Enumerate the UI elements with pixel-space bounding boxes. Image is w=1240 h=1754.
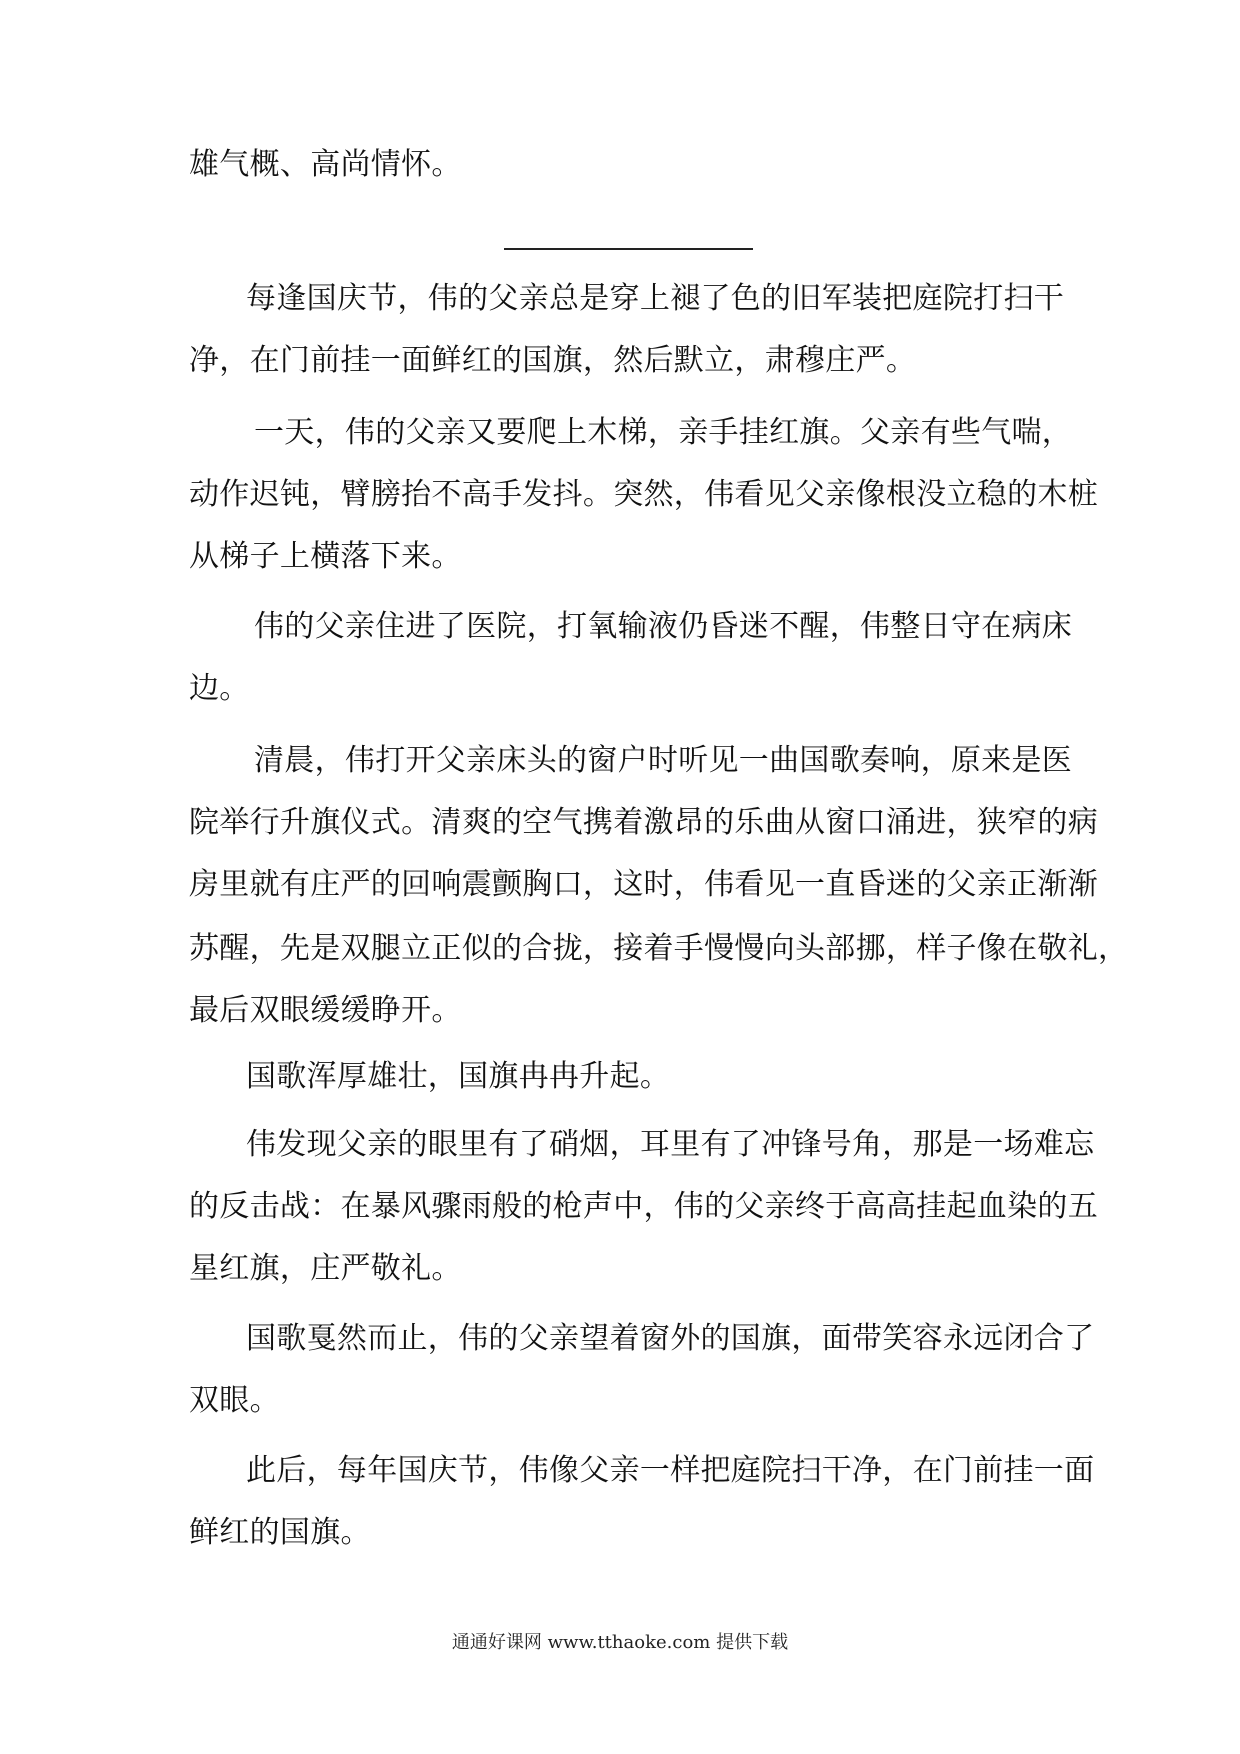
paragraph-line: 从梯子上横落下来。 — [189, 539, 462, 574]
paragraph-line: 房里就有庄严的回响震颤胸口，这时，伟看见一直昏迷的父亲正渐渐 — [189, 867, 1098, 902]
paragraph-line: 伟发现父亲的眼里有了硝烟，耳里有了冲锋号角，那是一场难忘 — [246, 1127, 1095, 1162]
paragraph-line: 苏醒，先是双腿立正似的合拢，接着手慢慢向头部挪，样子像在敬礼， — [189, 931, 1129, 966]
page-footer: 通通好课网 www.tthaoke.com 提供下载 — [451, 1632, 789, 1653]
paragraph-line: 的反击战：在暴风骤雨般的枪声中，伟的父亲终于高高挂起血染的五 — [189, 1189, 1098, 1224]
paragraph-line: 国歌戛然而止，伟的父亲望着窗外的国旗，面带笑容永远闭合了 — [246, 1321, 1095, 1356]
carryover-line: 雄气概、高尚情怀。 — [189, 147, 462, 182]
paragraph-line: 最后双眼缓缓睁开。 — [189, 993, 462, 1028]
paragraph-line: 一天，伟的父亲又要爬上木梯，亲手挂红旗。父亲有些气喘， — [254, 415, 1073, 450]
paragraph-line: 此后，每年国庆节，伟像父亲一样把庭院扫干净，在门前挂一面 — [246, 1453, 1095, 1488]
paragraph-line: 边。 — [189, 671, 250, 706]
section-divider — [504, 248, 753, 250]
paragraph-line: 净，在门前挂一面鲜红的国旗，然后默立，肃穆庄严。 — [189, 343, 917, 378]
paragraph-line: 双眼。 — [189, 1383, 280, 1418]
paragraph-line: 每逢国庆节，伟的父亲总是穿上褪了色的旧军装把庭院打扫干 — [246, 281, 1065, 316]
paragraph-line: 星红旗，庄严敬礼。 — [189, 1251, 462, 1286]
paragraph-line: 伟的父亲住进了医院，打氧输液仍昏迷不醒，伟整日守在病床 — [254, 609, 1073, 644]
paragraph-line: 清晨，伟打开父亲床头的窗户时听见一曲国歌奏响，原来是医 — [254, 743, 1073, 778]
paragraph-line: 鲜红的国旗。 — [189, 1515, 371, 1550]
paragraph-line: 院举行升旗仪式。清爽的空气携着激昂的乐曲从窗口涌进，狭窄的病 — [189, 805, 1098, 840]
paragraph-line: 动作迟钝，臂膀抬不高手发抖。突然，伟看见父亲像根没立稳的木桩 — [189, 477, 1098, 512]
paragraph-line: 国歌浑厚雄壮，国旗冉冉升起。 — [246, 1059, 671, 1094]
